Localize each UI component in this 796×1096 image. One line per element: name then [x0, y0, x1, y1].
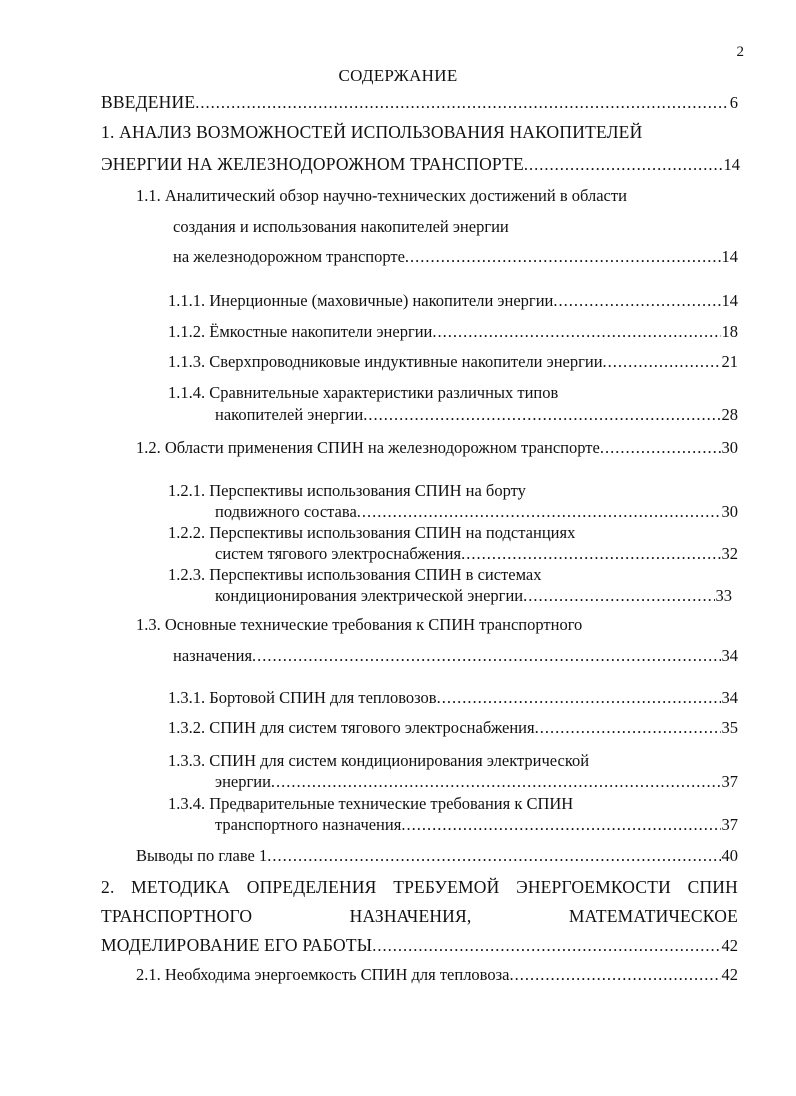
leader-dots: [372, 936, 720, 956]
toc-entry-1-1-3[interactable]: 1.1.3. Сверхпроводниковые индуктивные накопители энергии ..... 21: [168, 352, 738, 372]
page-title: СОДЕРЖАНИЕ: [338, 66, 458, 85]
toc-entry-ch1[interactable]: ЭНЕРГИИ НА ЖЕЛЕЗНОДОРОЖНОМ ТРАНСПОРТЕ ..... 14: [101, 154, 740, 175]
toc-entry-ch2-line2[interactable]: ТРАНСПОРТНОГО НАЗНАЧЕНИЯ, МАТЕМАТИЧЕСКОЕ: [101, 906, 738, 926]
page-ref: 14: [721, 291, 738, 310]
toc-entry-1-3-3-line1[interactable]: 1.3.3. СПИН для систем кондиционирования электрической: [168, 751, 590, 770]
page-ref: 6: [729, 93, 738, 112]
leader-dots: [437, 688, 721, 708]
toc-entry-1-1-2[interactable]: 1.1.2. Ёмкостные накопители энергии ..... 18: [168, 322, 738, 342]
toc-entry-1-3-4[interactable]: транспортного назначения ..... 37: [215, 815, 738, 835]
page-ref: 42: [721, 965, 738, 984]
toc-entry-1-2-1-line1[interactable]: 1.2.1. Перспективы использования СПИН на борту: [168, 481, 526, 500]
page-ref: 37: [721, 772, 738, 791]
toc-entry-1-1[interactable]: на железнодорожном транспорте ..... 14: [173, 247, 738, 267]
toc-entry-conclusions[interactable]: Выводы по главе 1 ..... 40: [136, 846, 738, 866]
toc-entry-1-3-2[interactable]: 1.3.2. СПИН для систем тягового электроснабжения ..... 35: [168, 718, 738, 738]
toc-entry-1-1-1[interactable]: 1.1.1. Инерционные (маховичные) накопители энергии ..... 14: [168, 291, 738, 311]
leader-dots: [432, 322, 720, 342]
toc-entry-ch1-line1[interactable]: 1. АНАЛИЗ ВОЗМОЖНОСТЕЙ ИСПОЛЬЗОВАНИЯ НАКОПИТЕЛЕЙ: [101, 122, 643, 142]
toc-entry-1-2-3-line1[interactable]: 1.2.3. Перспективы использования СПИН в системах: [168, 565, 542, 584]
leader-dots: [195, 93, 729, 113]
page-ref: 35: [721, 718, 738, 737]
page-ref: 21: [721, 352, 738, 371]
toc-entry-1-2[interactable]: 1.2. Области применения СПИН на железнодорожном транспорте ..... 30: [136, 438, 738, 458]
leader-dots: [357, 502, 721, 522]
leader-dots: [509, 965, 720, 985]
page-ref: 42: [721, 936, 738, 955]
leader-dots: [252, 646, 720, 666]
toc-entry-1-3-1[interactable]: 1.3.1. Бортовой СПИН для тепловозов ..... 34: [168, 688, 738, 708]
toc-entry-2-1[interactable]: 2.1. Необходима энергоемкость СПИН для тепловоза ..... 42: [136, 965, 738, 985]
leader-dots: [523, 586, 714, 606]
leader-dots: [553, 291, 720, 311]
page-ref: 33: [715, 586, 732, 605]
page-ref: 37: [721, 815, 738, 834]
page-ref: 18: [721, 322, 738, 341]
toc-entry-1-3-line1[interactable]: 1.3. Основные технические требования к СПИН транспортного: [136, 615, 583, 634]
leader-dots: [405, 247, 721, 267]
toc-entry-intro[interactable]: ВВЕДЕНИЕ ..... 6: [101, 92, 738, 113]
leader-dots: [603, 352, 721, 372]
leader-dots: [267, 846, 720, 866]
page-number: 2: [736, 44, 744, 60]
toc-entry-1-1-4-line1[interactable]: 1.1.4. Сравнительные характеристики различных типов: [168, 383, 559, 402]
page-ref: 34: [721, 646, 738, 665]
page-ref: 14: [721, 247, 738, 266]
leader-dots: [271, 772, 721, 792]
toc-entry-1-2-2-line1[interactable]: 1.2.2. Перспективы использования СПИН на подстанциях: [168, 523, 576, 542]
page-ref: 32: [721, 544, 738, 563]
toc-entry-1-2-3[interactable]: кондиционирования электрической энергии ..... 33: [215, 586, 732, 606]
leader-dots: [401, 815, 720, 835]
page-ref: 34: [721, 688, 738, 707]
toc-entry-1-3-4-line1[interactable]: 1.3.4. Предварительные технические требования к СПИН: [168, 794, 574, 813]
toc-entry-1-1-line1[interactable]: 1.1. Аналитический обзор научно-технических достижений в области: [136, 186, 627, 205]
toc-entry-1-3[interactable]: назначения ..... 34: [173, 646, 738, 666]
toc-entry-1-1-line2[interactable]: создания и использования накопителей энергии: [173, 217, 509, 236]
page-ref: 28: [721, 405, 738, 424]
page-ref: 30: [721, 438, 738, 457]
page-ref: 40: [721, 846, 738, 865]
leader-dots: [524, 155, 723, 175]
toc-entry-ch2[interactable]: МОДЕЛИРОВАНИЕ ЕГО РАБОТЫ ..... 42: [101, 935, 738, 956]
toc-entry-1-3-3[interactable]: энергии ..... 37: [215, 772, 738, 792]
toc-entry-1-1-4[interactable]: накопителей энергии ..... 28: [215, 405, 738, 425]
leader-dots: [461, 544, 720, 564]
toc-entry-1-2-1[interactable]: подвижного состава ..... 30: [215, 502, 738, 522]
leader-dots: [535, 718, 721, 738]
toc-entry-1-2-2[interactable]: систем тягового электроснабжения ..... 32: [215, 544, 738, 564]
leader-dots: [363, 405, 720, 425]
toc-entry-ch2-line1[interactable]: 2. МЕТОДИКА ОПРЕДЕЛЕНИЯ ТРЕБУЕМОЙ ЭНЕРГОЕМКОСТИ СПИН: [101, 877, 738, 897]
leader-dots: [600, 438, 721, 458]
page-ref: 30: [721, 502, 738, 521]
page-ref: 14: [723, 155, 740, 174]
